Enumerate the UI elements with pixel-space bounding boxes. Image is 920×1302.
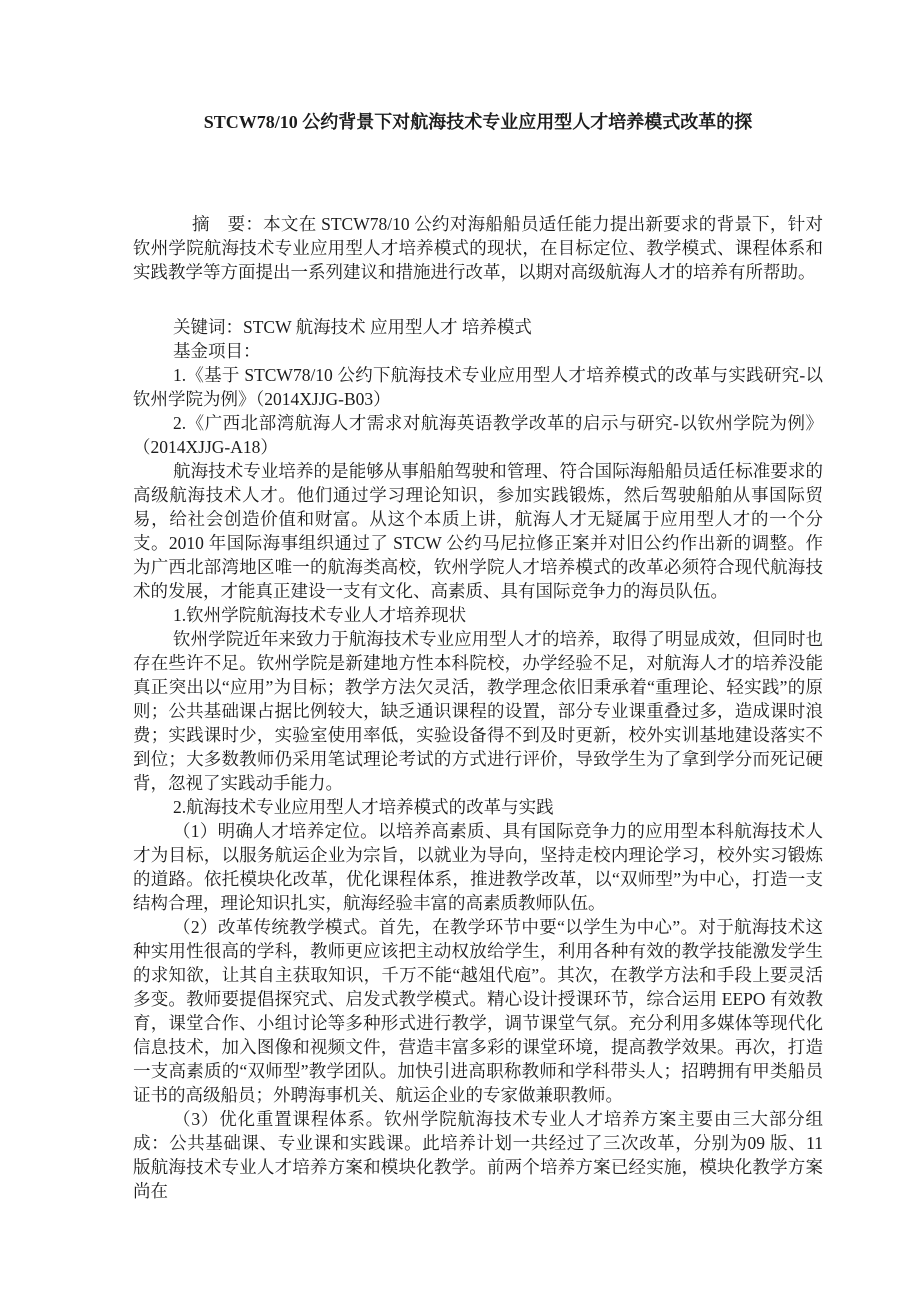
reform-paragraph-1: （1）明确人才培养定位。以培养高素质、具有国际竞争力的应用型本科航海技术人才为目标，以服务航运企业为宗旨，以就业为导向，坚持走校内理论学习，校外实习锻炼的道路。依托模块化改革，优化课程体系，推进教学改革，以“双师型”为中心，打造一支结构合理，理论知识扎实，航海经验丰富的高素质教师队伍。 <box>133 821 823 913</box>
document-title: STCW78/10 公约背景下对航海技术专业应用型人才培养模式改革的探 <box>203 112 753 132</box>
fund-project-item-2: 2.《广西北部湾航海人才需求对航海英语教学改革的启示与研究-以钦州学院为例》（2014XJJG-A18） <box>133 413 823 457</box>
section-heading-2: 2.航海技术专业应用型人才培养模式的改革与实践 <box>173 797 554 817</box>
reform-paragraph-2: （2）改革传统教学模式。首先，在教学环节中要“以学生为中心”。对于航海技术这种实用性很高的学科，教师更应该把主动权放给学生，利用各种有效的教学技能激发学生的求知欲，让其自主获取知识，千万不能“越俎代庖”。其次，在教学方法和手段上要灵活多变。教师要提倡探究式、启发式教学模式。精心设计授课环节，综合运用 EEPO 有效教育，课堂合作、小组讨论等多种形式进行教学，调节课堂气氛。充分利用多媒体等现代化信息技术，加入图像和视频文件，营造丰富多彩的课堂环境，提高教学效果。再次，打造一支高素质的“双师型”教学团队。加快引进高职称教师和学科带头人；招聘拥有甲类船员证书的高级船员；外聘海事机关、航运企业的专家做兼职教师。 <box>133 917 823 1105</box>
keywords-line: 关键词：STCW 航海技术 应用型人才 培养模式 <box>173 317 532 337</box>
reform-paragraph-3: （3）优化重置课程体系。钦州学院航海技术专业人才培养方案主要由三大部分组成：公共基础课、专业课和实践课。此培养计划一共经过了三次改革，分别为09 版、11 版航海技术专业人才培养方案和模块化教学。前两个培养方案已经实施，模块化教学方案尚在 <box>133 1109 823 1201</box>
fund-projects-label: 基金项目： <box>173 341 261 361</box>
status-paragraph: 钦州学院近年来致力于航海技术专业应用型人才的培养，取得了明显成效，但同时也存在些许不足。钦州学院是新建地方性本科院校，办学经验不足，对航海人才的培养没能真正突出以“应用”为目标；教学方法欠灵活，教学理念依旧秉承着“重理论、轻实践”的原则；公共基础课占据比例较大，缺乏通识课程的设置，部分专业课重叠过多，造成课时浪费；实践课时少，实验室使用率低，实验设备得不到及时更新，校外实训基地建设落实不到位；大多数教师仍采用笔试理论考试的方式进行评价，导致学生为了拿到学分而死记硬背，忽视了实践动手能力。 <box>133 629 823 793</box>
fund-project-item-1: 1.《基于 STCW78/10 公约下航海技术专业应用型人才培养模式的改革与实践研究-以钦州学院为例》（2014XJJG-B03） <box>133 365 823 409</box>
section-heading-1: 1.钦州学院航海技术专业人才培养现状 <box>173 605 467 625</box>
intro-paragraph: 航海技术专业培养的是能够从事船舶驾驶和管理、符合国际海船船员适任标准要求的高级航海技术人才。他们通过学习理论知识，参加实践锻炼，然后驾驶船舶从事国际贸易，给社会创造价值和财富。从这个本质上讲，航海人才无疑属于应用型人才的一个分支。2010 年国际海事组织通过了 STCW 公约马尼拉修正案并对旧公约作出新的调整。作为广西北部湾地区唯一的航海类高校，钦州学院人才培养模式的改革必须符合现代航海技术的发展，才能真正建设一支有文化、高素质、具有国际竞争力的海员队伍。 <box>133 461 823 601</box>
document-content <box>133 0 823 1203</box>
abstract-paragraph: 摘 要：本文在 STCW78/10 公约对海船船员适任能力提出新要求的背景下，针对钦州学院航海技术专业应用型人才培养模式的现状，在目标定位、教学模式、课程体系和实践教学等方面提出一系列建议和措施进行改革，以期对高级航海人才的培养有所帮助。 <box>133 214 823 282</box>
